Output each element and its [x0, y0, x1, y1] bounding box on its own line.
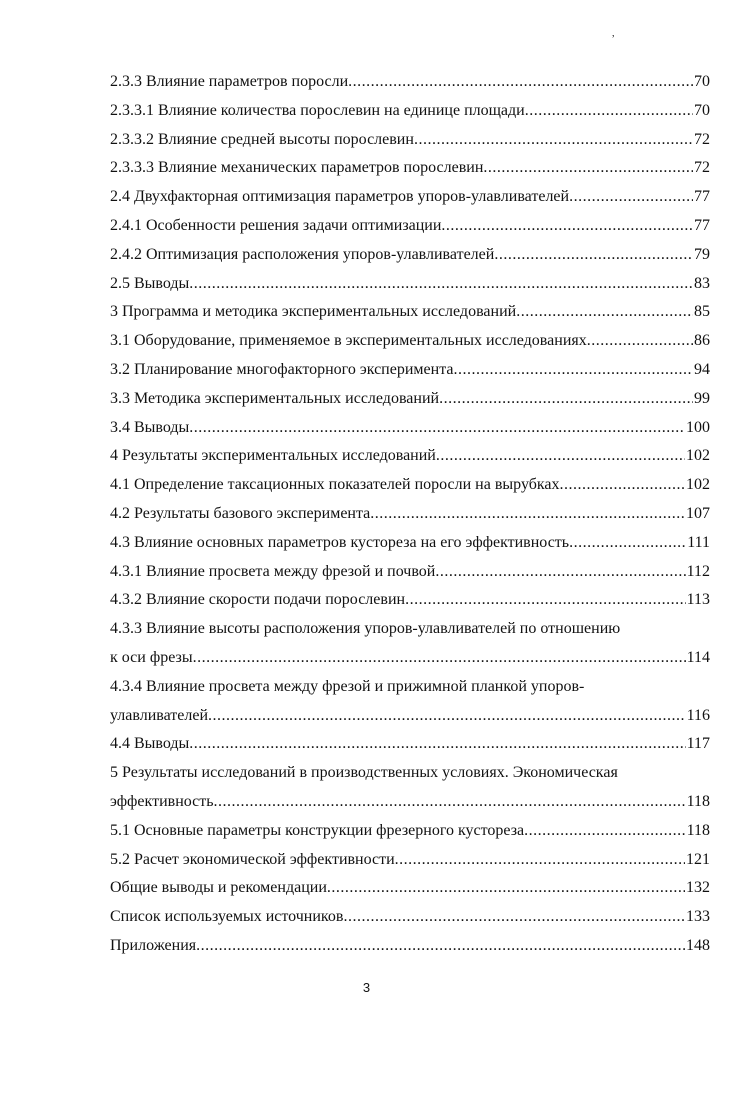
toc-entry[interactable] — [110, 385, 710, 414]
toc-entry-title: к оси фрезы — [110, 648, 193, 666]
toc-dot-leader — [395, 846, 685, 875]
toc-entry-page: 118 — [686, 821, 710, 839]
toc-entry-title: 4.3.4 Влияние просвета между фрезой и прижимной планкой упоров- — [110, 677, 585, 695]
toc-dot-leader — [587, 327, 693, 356]
toc-dot-leader — [189, 730, 685, 759]
toc-entry-line — [110, 673, 710, 702]
page-number: 3 — [362, 980, 371, 995]
toc-entry-page: 85 — [694, 303, 710, 321]
toc-entry[interactable] — [110, 97, 710, 126]
toc-dot-leader — [525, 97, 693, 126]
toc-dot-leader — [453, 356, 693, 385]
toc-entry-title: 2.3.3 Влияние параметров поросли — [110, 73, 349, 90]
toc-entry-title: эффективность — [110, 792, 214, 810]
toc-entry-page: 121 — [686, 850, 710, 868]
toc-entry-title: 3.3 Методика экспериментальных исследований — [110, 389, 440, 407]
toc-entry-title: Список используемых источников — [110, 908, 344, 926]
toc-entry-page: 77 — [694, 188, 710, 206]
toc-entry-page: 77 — [694, 216, 710, 234]
toc-entry[interactable] — [110, 586, 710, 615]
toc-entry-title: 4.3.2 Влияние скорости подачи порослевин — [110, 591, 406, 609]
toc-dot-leader — [524, 817, 685, 846]
toc-entry-page: 113 — [686, 591, 710, 609]
toc-entry-page: 83 — [694, 274, 710, 292]
toc-entry-title: 3.1 Оборудование, применяемое в экспериментальных исследованиях — [110, 332, 587, 350]
toc-dot-leader — [327, 874, 685, 903]
toc-entry-page: 114 — [686, 648, 710, 666]
toc-entry[interactable] — [110, 183, 710, 212]
toc-entry[interactable] — [110, 414, 710, 443]
toc-dot-leader — [483, 154, 693, 183]
toc-entry[interactable] — [110, 327, 710, 356]
toc-entry-title: 5.2 Расчет экономической эффективности — [110, 850, 395, 868]
toc-entry-title: 5 Результаты исследований в производственных условиях. Экономическая — [110, 764, 618, 782]
toc-entry-title: 3.2 Планирование многофакторного эксперимента — [110, 360, 454, 378]
toc-entry-page: 72 — [694, 130, 710, 148]
toc-dot-leader — [343, 903, 685, 932]
toc-entry[interactable] — [110, 68, 710, 97]
toc-entry[interactable] — [110, 529, 710, 558]
toc-dot-leader — [208, 702, 686, 731]
toc-entry-title: 2.3.3.2 Влияние средней высоты порослевин — [110, 130, 414, 148]
toc-entry-page: 79 — [694, 245, 710, 263]
toc-entry-title: Общие выводы и рекомендации — [110, 879, 327, 897]
toc-dot-leader — [405, 586, 686, 615]
toc-entry-page: 100 — [686, 418, 710, 436]
toc-entry[interactable] — [110, 241, 710, 270]
toc-entry-line — [110, 615, 710, 644]
toc-entry-page: 70 — [694, 73, 710, 90]
toc-dot-leader — [441, 212, 693, 241]
toc-dot-leader — [370, 500, 685, 529]
toc-dot-leader — [436, 442, 685, 471]
toc-dot-leader — [516, 298, 693, 327]
toc-dot-leader — [560, 471, 686, 500]
toc-entry[interactable] — [110, 730, 710, 759]
stray-mark: , — [612, 28, 615, 39]
toc-entry-page: 86 — [694, 332, 710, 350]
toc-entry-title: 4.4 Выводы — [110, 735, 190, 753]
toc-dot-leader — [196, 932, 685, 961]
toc-dot-leader — [189, 270, 693, 299]
toc-entry-title: Приложения — [110, 936, 197, 954]
toc-entry-title: 2.3.3.1 Влияние количества порослевин на единице площади — [110, 101, 525, 119]
toc-entry[interactable] — [110, 212, 710, 241]
toc-entry-title: 2.4.1 Особенности решения задачи оптимизации — [110, 216, 442, 234]
toc-entry[interactable] — [110, 270, 710, 299]
toc-entry[interactable] — [110, 471, 710, 500]
toc-entry-title: 4.3.3 Влияние высоты расположения упоров-улавливателей по отношению — [110, 620, 621, 638]
toc-entry-page: 107 — [686, 504, 710, 522]
toc-dot-leader — [435, 558, 685, 587]
toc-entry-page: 70 — [694, 101, 710, 119]
toc-entry-page: 99 — [694, 389, 710, 407]
toc-entry-page: 148 — [686, 936, 710, 954]
toc-dot-leader — [569, 183, 693, 212]
toc-entry[interactable] — [110, 702, 710, 731]
toc-dot-leader — [414, 126, 693, 155]
toc-dot-leader — [439, 385, 693, 414]
toc-entry-title: 2.3.3.3 Влияние механических параметров порослевин — [110, 159, 484, 177]
toc-entry[interactable] — [110, 298, 710, 327]
toc-entry[interactable] — [110, 442, 710, 471]
toc-dot-leader — [348, 68, 693, 97]
toc-entry-page: 111 — [687, 533, 710, 551]
toc-entry-title: 4.2 Результаты базового эксперимента — [110, 504, 371, 522]
toc-entry[interactable] — [110, 126, 710, 155]
toc-entry[interactable] — [110, 558, 710, 587]
toc-entry-page: 102 — [686, 476, 710, 494]
toc-entry-page: 94 — [694, 360, 710, 378]
toc-entry-page: 102 — [686, 447, 710, 465]
toc-entry-title: 3 Программа и методика экспериментальных исследований — [110, 303, 517, 321]
toc-entry-title: 4.3 Влияние основных параметров кустореза на его эффективность — [110, 533, 570, 551]
toc-entry-page: 72 — [694, 159, 710, 177]
toc-dot-leader — [193, 644, 686, 673]
toc-entry-title: 2.4.2 Оптимизация расположения упоров-улавливателей — [110, 245, 495, 263]
toc-entry[interactable] — [110, 932, 710, 961]
toc-entry-title: улавливателей — [110, 706, 209, 724]
toc-entry[interactable] — [110, 356, 710, 385]
toc-entry-title: 2.4 Двухфакторная оптимизация параметров упоров-улавливателей — [110, 188, 570, 206]
toc-entry-page: 133 — [686, 908, 710, 926]
toc-entry-title: 4 Результаты экспериментальных исследований — [110, 447, 436, 465]
toc-entry-line — [110, 759, 710, 788]
toc-entry-page: 116 — [686, 706, 710, 724]
toc-entry-page: 118 — [686, 792, 710, 810]
toc-entry-page: 117 — [686, 735, 710, 753]
toc-dot-leader — [569, 529, 686, 558]
toc-entry-page: 112 — [686, 562, 710, 580]
toc-entry-title: 3.4 Выводы — [110, 418, 190, 436]
toc-entry[interactable] — [110, 846, 710, 875]
toc-entry[interactable] — [110, 644, 710, 673]
toc-entry-title: 5.1 Основные параметры конструкции фрезерного кустореза — [110, 821, 525, 839]
toc-entry-title: 4.3.1 Влияние просвета между фрезой и почвой — [110, 562, 436, 580]
table-of-contents — [110, 68, 710, 961]
toc-entry-page: 132 — [686, 879, 710, 897]
toc-entry[interactable] — [110, 788, 710, 817]
toc-entry[interactable] — [110, 874, 710, 903]
toc-dot-leader — [189, 414, 685, 443]
toc-dot-leader — [214, 788, 686, 817]
toc-entry[interactable] — [110, 817, 710, 846]
toc-entry[interactable] — [110, 500, 710, 529]
toc-entry-title: 2.5 Выводы — [110, 274, 190, 292]
toc-dot-leader — [494, 241, 693, 270]
toc-entry-title: 4.1 Определение таксационных показателей поросли на вырубках — [110, 476, 560, 494]
toc-entry[interactable] — [110, 903, 710, 932]
toc-entry[interactable] — [110, 154, 710, 183]
